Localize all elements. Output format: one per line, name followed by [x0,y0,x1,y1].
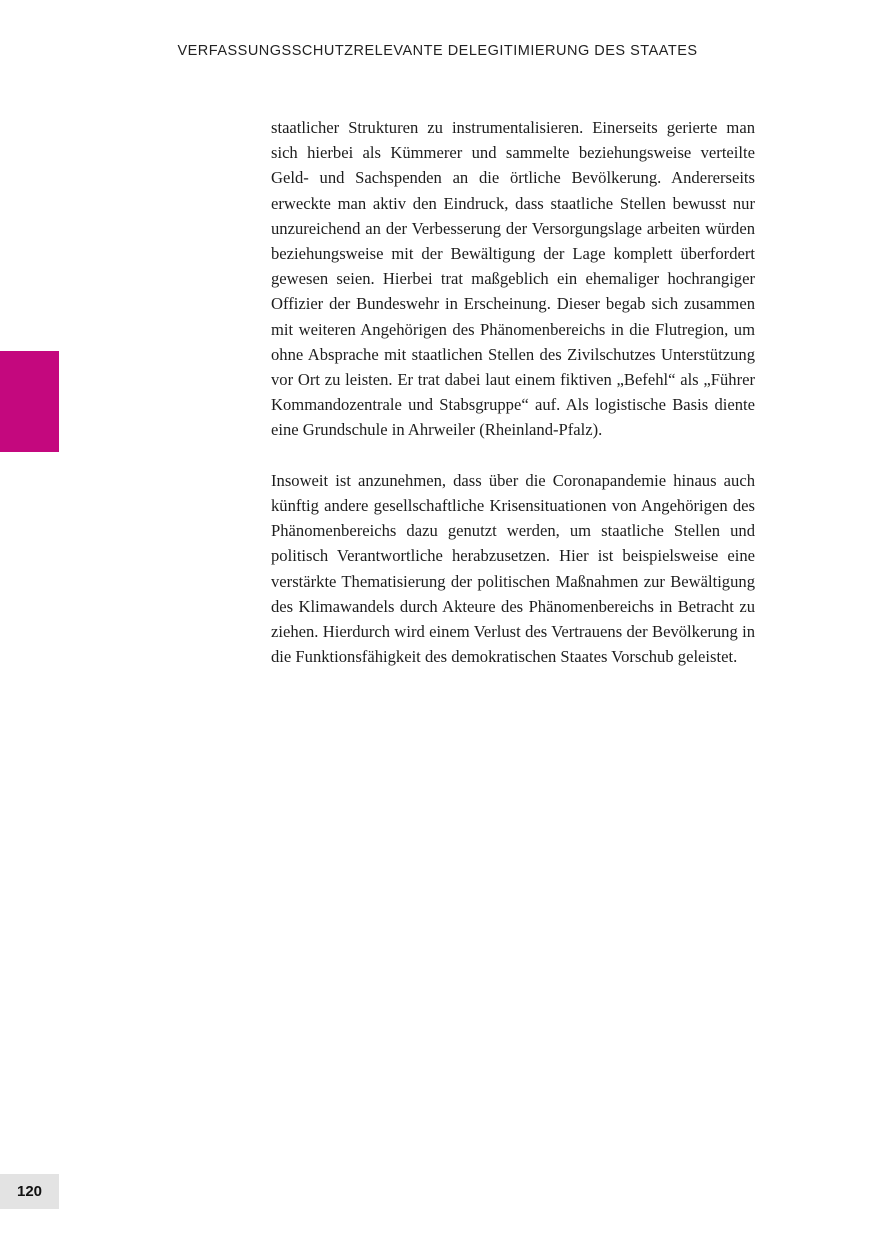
page-number: 120 [16,1183,43,1200]
running-header-title: VERFASSUNGSSCHUTZRELEVANTE DELEGITIMIERUNG DES STAATES [177,43,698,59]
main-text-column [271,115,755,669]
page-number-box [0,1174,59,1209]
body-paragraph-2: Insoweit ist anzunehmen, dass über die Coronapandemie hinaus auch künftig andere gesellschaftliche Krisensituationen von Angehörigen des Phänomenbereichs dazu genutzt werden, um staatliche Stellen und politisch Verantwortliche herabzusetzen. Hier ist beispielsweise eine verstärkte Thematisierung der politischen Maßnahmen zur Bewältigung des Klimawandels durch Akteure des Phänomenbereichs in Betracht zu ziehen. Hierdurch wird einem Verlust des Vertrauens der Bevölkerung in die Funktionsfähigkeit des demokratischen Staates Vorschub geleistet. [271,470,755,667]
chapter-marker-tab [0,351,59,452]
body-paragraph-1: staatlicher Strukturen zu instrumentalisieren. Einerseits gerierte man sich hierbei als Kümmerer und sammelte beziehungsweise verteilte Geld- und Sachspenden an die örtliche Bevölkerung. Andererseits erweckte man aktiv den Eindruck, dass staatliche Stellen bewusst nur unzureichend an der Verbesserung der Versorgungslage arbeiten würden beziehungsweise mit der Bewältigung der Lage komplett überfordert gewesen seien. Hierbei trat maßgeblich ein ehemaliger hochrangiger Offizier der Bundeswehr in Erscheinung. Dieser begab sich zusammen mit weiteren Angehörigen des Phänomenbereichs in die Flutregion, um ohne Absprache mit staatlichen Stellen des Zivilschutzes Unterstützung vor Ort zu leisten. Er trat dabei laut einem fiktiven „Befehl“ als „Führer Kommandozentrale und Stabsgruppe“ auf. Als logistische Basis diente eine Grundschule in Ahrweiler (Rheinland-Pfalz). [271,118,755,440]
